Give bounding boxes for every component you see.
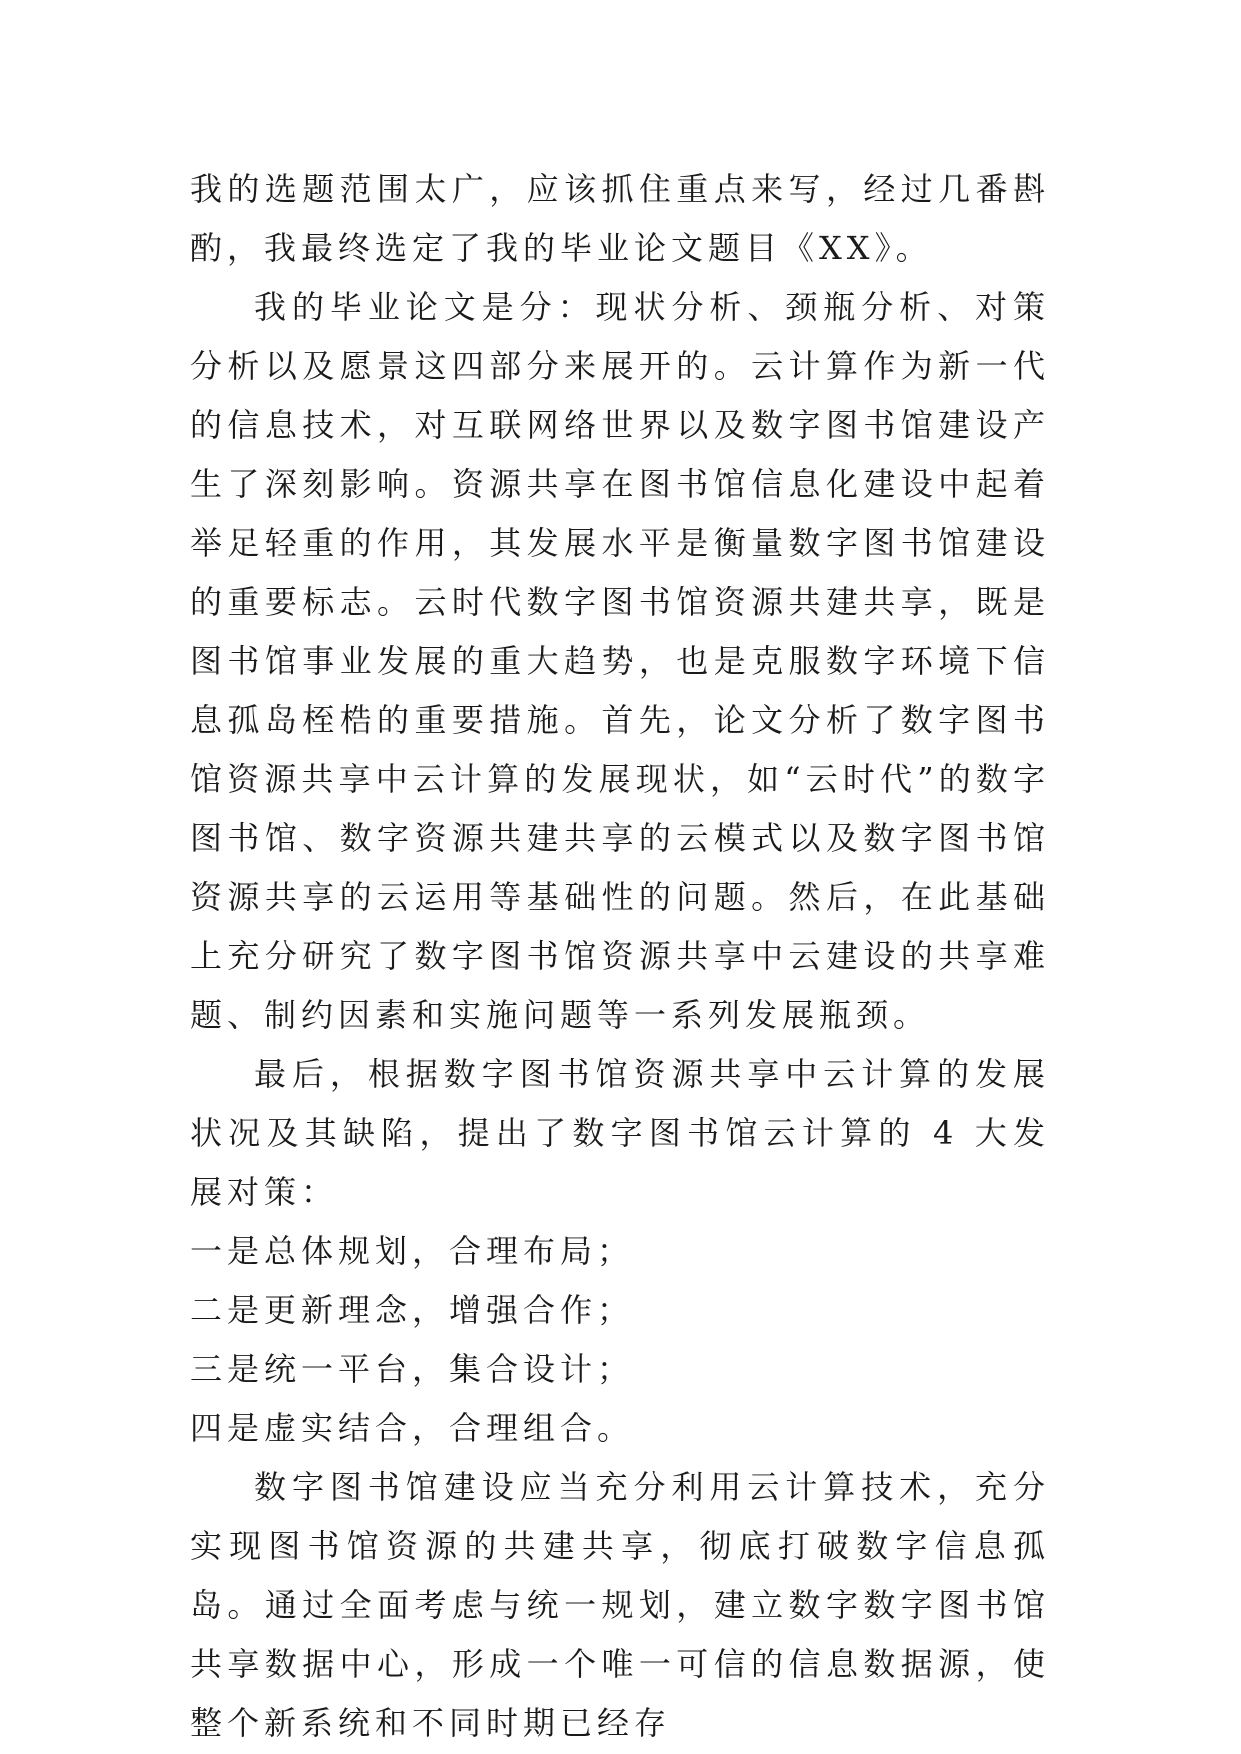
list-item-countermeasure-3: 三是统一平台，集合设计； (190, 1350, 635, 1388)
list-item-countermeasure-4: 四是虚实结合，合理组合。 (190, 1409, 635, 1447)
body-text (190, 160, 1050, 1753)
list-item-countermeasure-1: 一是总体规划，合理布局； (190, 1232, 635, 1270)
paragraph-thesis-structure: 我的毕业论文是分：现状分析、颈瓶分析、对策分析以及愿景这四部分来展开的。云计算作为新一代的信息技术，对互联网络世界以及数字图书馆建设产生了深刻影响。资源共享在图书馆信息化建设中起着举足轻重的作用，其发展水平是衡量数字图书馆建设的重要标志。云时代数字图书馆资源共建共享，既是图书馆事业发展的重大趋势，也是克服数字环境下信息孤岛桎梏的重要措施。首先，论文分析了数字图书馆资源共享中云计算的发展现状，如“云时代”的数字图书馆、数字资源共建共享的云模式以及数字图书馆资源共享的云运用等基础性的问题。然后，在此基础上充分研究了数字图书馆资源共享中云建设的共享难题、制约因素和实施问题等一系列发展瓶颈。 (190, 288, 1050, 1034)
paragraph-topic-selection: 我的选题范围太广，应该抓住重点来写，经过几番斟酌，我最终选定了我的毕业论文题目《XX》。 (190, 170, 1050, 267)
paragraph-closing: 数字图书馆建设应当充分利用云计算技术，充分实现图书馆资源的共建共享，彻底打破数字信息孤岛。通过全面考虑与统一规划，建立数字数字图书馆共享数据中心，形成一个唯一可信的信息数据源，使整个新系统和不同时期已经存 (190, 1468, 1050, 1742)
paragraph-countermeasures-intro: 最后，根据数字图书馆资源共享中云计算的发展状况及其缺陷，提出了数字图书馆云计算的 4 大发展对策： (190, 1055, 1050, 1211)
list-item-countermeasure-2: 二是更新理念，增强合作； (190, 1291, 635, 1329)
